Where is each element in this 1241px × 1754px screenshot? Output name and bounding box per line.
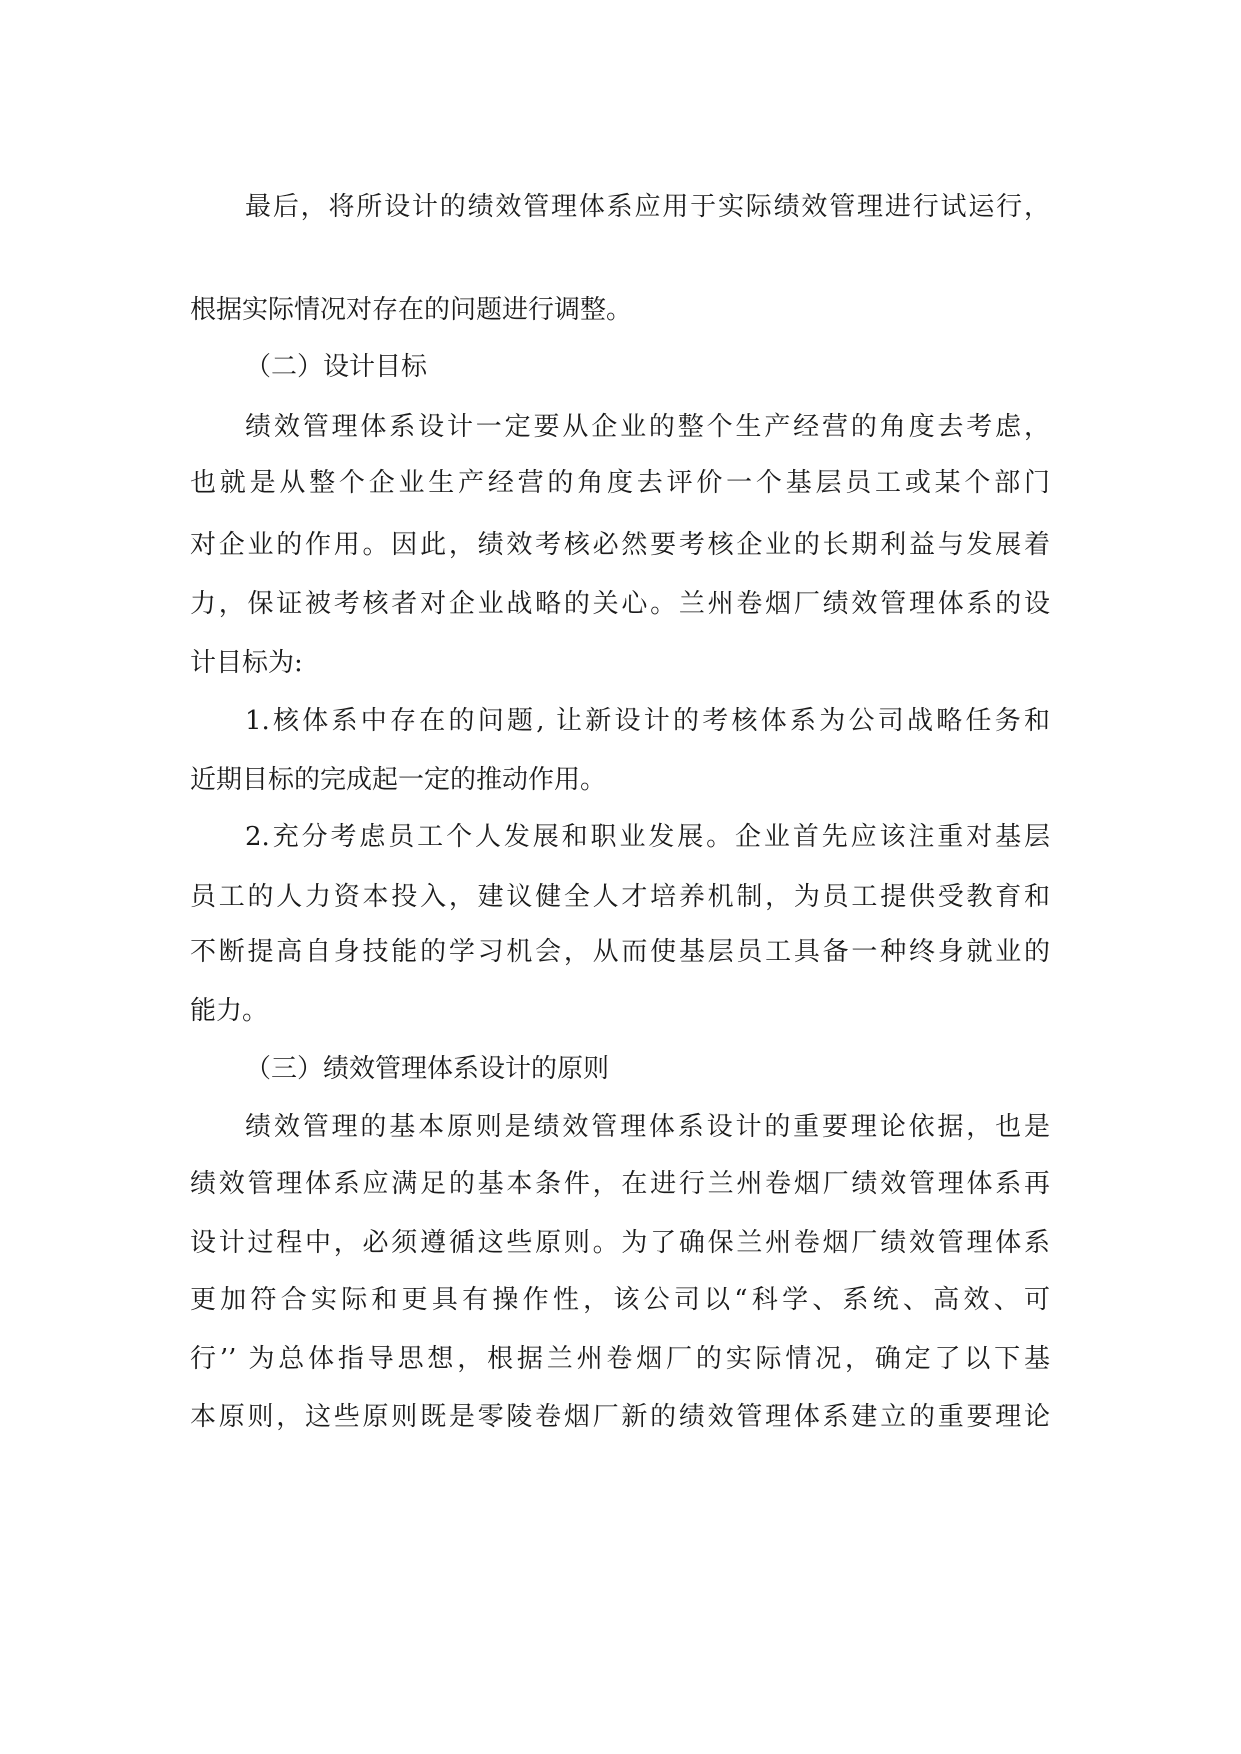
paragraph-line: 也就是从整个企业生产经营的角度去评价一个基层员工或某个部门 xyxy=(190,468,1050,498)
paragraph-line: 绩效管理体系设计一定要从企业的整个生产经营的角度去考虑， xyxy=(245,412,1050,442)
paragraph-line: 根据实际情况对存在的问题进行调整。 xyxy=(190,295,633,325)
paragraph-line: 能力。 xyxy=(190,996,269,1026)
paragraph-line: 不断提高自身技能的学习机会，从而使基层员工具备一种终身就业的 xyxy=(190,937,1050,967)
paragraph-line: 2.充分考虑员工个人发展和职业发展。企业首先应该注重对基层 xyxy=(245,822,1050,852)
paragraph-line: 最后，将所设计的绩效管理体系应用于实际绩效管理进行试运行， xyxy=(245,192,1050,222)
paragraph-line: 更加符合实际和更具有操作性，该公司以“科学、系统、高效、可 xyxy=(190,1285,1050,1315)
paragraph-line: 1.核体系中存在的问题, 让新设计的考核体系为公司战略任务和 xyxy=(245,706,1050,736)
paragraph-line: 行’’ 为总体指导思想，根据兰州卷烟厂的实际情况，确定了以下基 xyxy=(190,1344,1050,1374)
paragraph-line: 对企业的作用。因此，绩效考核必然要考核企业的长期利益与发展着 xyxy=(190,530,1050,560)
section-heading: （二）设计目标 xyxy=(245,352,428,382)
paragraph-line: 绩效管理体系应满足的基本条件，在进行兰州卷烟厂绩效管理体系再 xyxy=(190,1169,1050,1199)
paragraph-line: 计目标为: xyxy=(190,648,303,678)
paragraph-line: 设计过程中，必须遵循这些原则。为了确保兰州卷烟厂绩效管理体系 xyxy=(190,1228,1050,1258)
section-heading: （三）绩效管理体系设计的原则 xyxy=(245,1054,610,1084)
paragraph-line: 力，保证被考核者对企业战略的关心。兰州卷烟厂绩效管理体系的设 xyxy=(190,589,1050,619)
paragraph-line: 员工的人力资本投入，建议健全人才培养机制，为员工提供受教育和 xyxy=(190,882,1050,912)
paragraph-line: 绩效管理的基本原则是绩效管理体系设计的重要理论依据，也是 xyxy=(245,1112,1050,1142)
paragraph-line: 本原则，这些原则既是零陵卷烟厂新的绩效管理体系建立的重要理论 xyxy=(190,1402,1050,1432)
paragraph-line: 近期目标的完成起一定的推动作用。 xyxy=(190,765,607,795)
